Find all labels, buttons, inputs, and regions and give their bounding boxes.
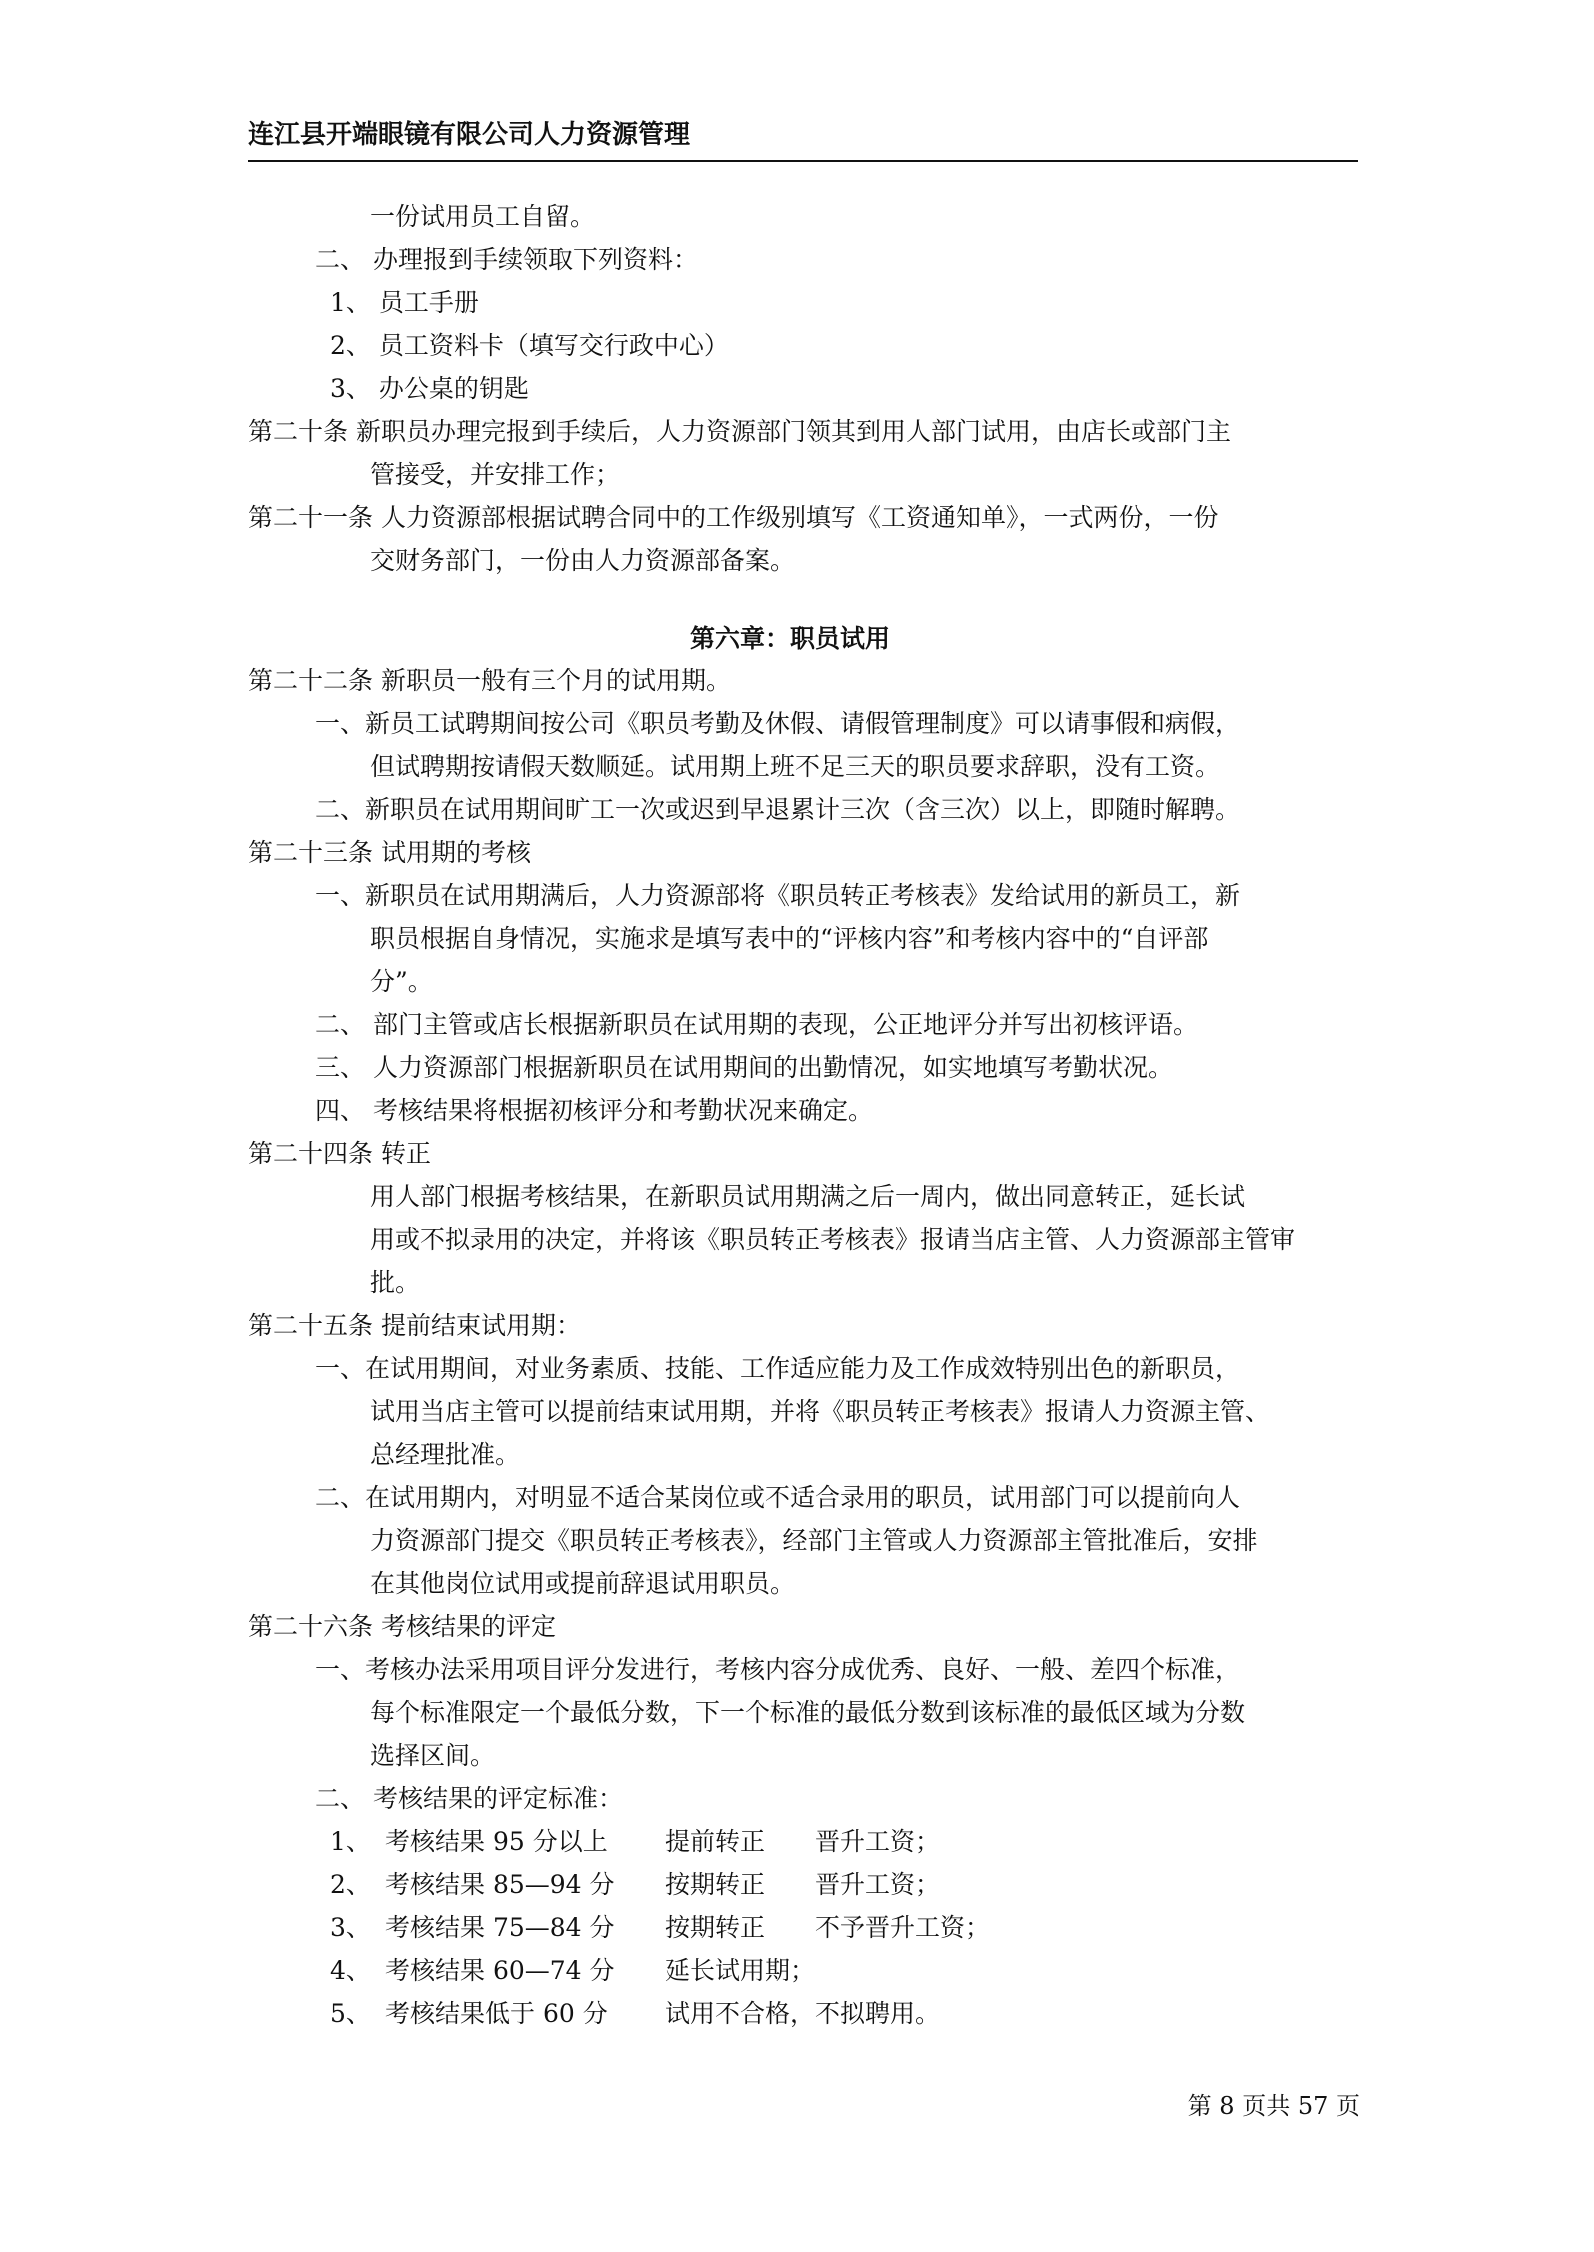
page-header: 连江县开端眼镜有限公司人力资源管理 [248, 120, 691, 150]
article-line: 第二十五条 提前结束试用期： [248, 1311, 581, 1340]
text-line: 二、在试用期内，对明显不适合某岗位或不适合录用的职员，试用部门可以提前向人 [315, 1483, 1241, 1512]
standard-action: 按期转正 [665, 1913, 766, 1942]
header-rule [248, 160, 1358, 162]
standard-action: 延长试用期； [665, 1956, 816, 1985]
standard-action: 提前转正 [665, 1827, 766, 1856]
text-line: 一份试用员工自留。 [370, 202, 596, 231]
list-item: 2、 员工资料卡（填写交行政中心） [330, 331, 729, 360]
text-line: 在其他岗位试用或提前辞退试用职员。 [370, 1569, 796, 1598]
text-line: 一、新职员在试用期满后，人力资源部将《职员转正考核表》发给试用的新员工，新 [315, 881, 1241, 910]
text-line: 总经理批准。 [370, 1440, 521, 1469]
text-line: 分”。 [370, 967, 433, 996]
standard-row [330, 1997, 371, 2031]
standard-result: 晋升工资； [815, 1870, 941, 1899]
standard-range: 考核结果 75—84 分 [385, 1913, 615, 1942]
text-line: 管接受，并安排工作； [370, 460, 621, 489]
standard-num: 5、 [330, 1999, 371, 2028]
text-line: 批。 [370, 1268, 421, 1297]
text-line: 选择区间。 [370, 1741, 496, 1770]
standard-result: 晋升工资； [815, 1827, 941, 1856]
standard-range: 考核结果低于 60 分 [385, 1999, 608, 2028]
text-line: 交财务部门，一份由人力资源部备案。 [370, 546, 796, 575]
article-line: 第二十三条 试用期的考核 [248, 838, 531, 867]
text-line: 二、 部门主管或店长根据新职员在试用期的表现，公正地评分并写出初核评语。 [315, 1010, 1198, 1039]
standard-num: 2、 [330, 1870, 371, 1899]
standard-num: 4、 [330, 1956, 371, 1985]
standard-action: 按期转正 [665, 1870, 766, 1899]
text-line: 一、新员工试聘期间按公司《职员考勤及休假、请假管理制度》可以请事假和病假， [315, 709, 1241, 738]
text-line: 力资源部门提交《职员转正考核表》，经部门主管或人力资源部主管批准后，安排 [370, 1526, 1258, 1555]
list-item: 3、 办公桌的钥匙 [330, 374, 529, 403]
standard-row [330, 1911, 371, 1945]
text-line: 但试聘期按请假天数顺延。试用期上班不足三天的职员要求辞职，没有工资。 [370, 752, 1221, 781]
text-line: 用人部门根据考核结果，在新职员试用期满之后一周内，做出同意转正，延长试 [370, 1182, 1246, 1211]
article-line: 第二十一条 人力资源部根据试聘合同中的工作级别填写《工资通知单》，一式两份，一份 [248, 503, 1219, 532]
text-line: 二、新职员在试用期间旷工一次或迟到早退累计三次（含三次）以上，即随时解聘。 [315, 795, 1241, 824]
text-line: 职员根据自身情况，实施求是填写表中的“评核内容”和考核内容中的“自评部 [370, 924, 1209, 953]
article-line: 第二十条 新职员办理完报到手续后，人力资源部门领其到用人部门试用，由店长或部门主 [248, 417, 1231, 446]
text-line: 用或不拟录用的决定，并将该《职员转正考核表》报请当店主管、人力资源部主管审 [370, 1225, 1296, 1254]
text-line: 一、考核办法采用项目评分发进行，考核内容分成优秀、良好、一般、差四个标准， [315, 1655, 1241, 1684]
text-line: 四、 考核结果将根据初核评分和考勤状况来确定。 [315, 1096, 873, 1125]
text-line: 二、 办理报到手续领取下列资料： [315, 245, 698, 274]
page-number: 第 8 页共 57 页 [1187, 2092, 1360, 2120]
text-line: 试用当店主管可以提前结束试用期，并将《职员转正考核表》报请人力资源主管、 [370, 1397, 1271, 1426]
text-line: 一、在试用期间，对业务素质、技能、工作适应能力及工作成效特别出色的新职员， [315, 1354, 1241, 1383]
text-line: 每个标准限定一个最低分数，下一个标准的最低分数到该标准的最低区域为分数 [370, 1698, 1246, 1727]
text-line: 二、 考核结果的评定标准： [315, 1784, 623, 1813]
standard-range: 考核结果 95 分以上 [385, 1827, 608, 1856]
article-line: 第二十六条 考核结果的评定 [248, 1612, 556, 1641]
standard-range: 考核结果 60—74 分 [385, 1956, 615, 1985]
list-item: 1、 员工手册 [330, 288, 479, 317]
standard-row [330, 1954, 371, 1988]
chapter-title: 第六章：职员试用 [690, 624, 891, 653]
standard-num: 3、 [330, 1913, 371, 1942]
article-line: 第二十四条 转正 [248, 1139, 431, 1168]
article-line: 第二十二条 新职员一般有三个月的试用期。 [248, 666, 731, 695]
text-line: 三、 人力资源部门根据新职员在试用期间的出勤情况，如实地填写考勤状况。 [315, 1053, 1173, 1082]
standard-result: 不予晋升工资； [815, 1913, 991, 1942]
standard-range: 考核结果 85—94 分 [385, 1870, 615, 1899]
standard-num: 1、 [330, 1827, 371, 1856]
standard-action: 试用不合格，不拟聘用。 [665, 1999, 941, 2028]
standard-row [330, 1868, 371, 1902]
standard-row [330, 1825, 371, 1859]
